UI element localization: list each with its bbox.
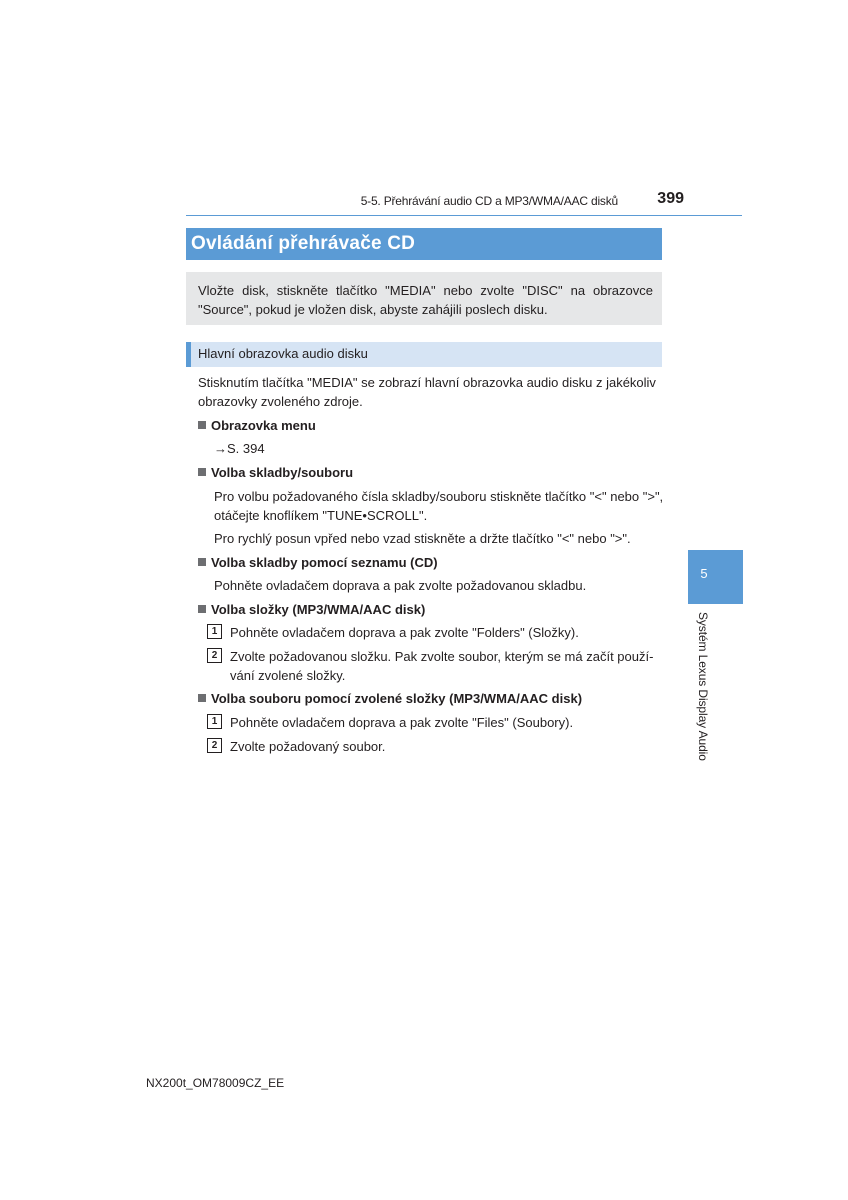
chapter-label: Systém Lexus Display Audio xyxy=(696,612,710,761)
item-text: Pohněte ovladačem doprava a pak zvolte požadovanou skladbu. xyxy=(214,578,587,593)
step-text: vání zvolené složky. xyxy=(230,668,346,683)
item-text: otáčejte knoflíkem "TUNE•SCROLL". xyxy=(214,508,428,523)
chapter-number: 5 xyxy=(700,566,708,581)
item-heading-text: Volba složky (MP3/WMA/AAC disk) xyxy=(211,602,426,617)
bullet-square-icon xyxy=(198,468,206,476)
subsection-intro-line-1: Stisknutím tlačítka "MEDIA" se zobrazí hlavní obrazovka audio disku z jakékoliv xyxy=(198,375,656,390)
item-heading-folder xyxy=(198,600,425,619)
item-text: Pro rychlý posun vpřed nebo vzad stiskněte a držte tlačítko "<" nebo ">". xyxy=(214,531,631,546)
step-number: 2 xyxy=(207,738,222,753)
item-heading-track xyxy=(198,463,353,482)
item-heading-list xyxy=(198,553,438,572)
item-text[interactable]: →S. 394 xyxy=(214,441,265,456)
step-number: 2 xyxy=(207,648,222,663)
item-heading-text: Volba skladby pomocí seznamu (CD) xyxy=(211,555,438,570)
page-title: Ovládání přehrávače CD xyxy=(191,233,416,254)
page-number: 399 xyxy=(657,190,684,207)
step-text: Pohněte ovladačem doprava a pak zvolte "Folders" (Složky). xyxy=(230,625,579,640)
bullet-square-icon xyxy=(198,694,206,702)
step-number: 1 xyxy=(207,624,222,639)
item-heading-file xyxy=(198,689,582,708)
footer-code: NX200t_OM78009CZ_EE xyxy=(146,1076,285,1090)
header-rule xyxy=(186,215,742,216)
bullet-square-icon xyxy=(198,605,206,613)
subsection-intro-line-2: obrazovky zvoleného zdroje. xyxy=(198,394,363,409)
bullet-square-icon xyxy=(198,421,206,429)
item-heading-text: Obrazovka menu xyxy=(211,418,316,433)
running-header-section: 5-5. Přehrávání audio CD a MP3/WMA/AAC disků xyxy=(360,194,618,208)
item-text: Pro volbu požadovaného čísla skladby/souboru stiskněte tlačítko "<" nebo ">", xyxy=(214,489,664,504)
subsection-title: Hlavní obrazovka audio disku xyxy=(198,346,368,361)
item-heading-text: Volba souboru pomocí zvolené složky (MP3/WMA/AAC disk) xyxy=(211,691,583,706)
step-number: 1 xyxy=(207,714,222,729)
bullet-square-icon xyxy=(198,558,206,566)
step-text: Zvolte požadovaný soubor. xyxy=(230,739,386,754)
intro-text: Vložte disk, stiskněte tlačítko "MEDIA" nebo zvolte "DISC" na obrazovce "Source", pokud je vložen disk, abyste zahájili poslech disku. xyxy=(198,283,653,317)
item-heading-text: Volba skladby/souboru xyxy=(211,465,354,480)
item-heading-menu xyxy=(198,416,316,435)
subsection-accent xyxy=(186,342,191,367)
step-text: Pohněte ovladačem doprava a pak zvolte "Files" (Soubory). xyxy=(230,715,574,730)
step-text: Zvolte požadovanou složku. Pak zvolte soubor, kterým se má začít použí- xyxy=(230,649,654,664)
